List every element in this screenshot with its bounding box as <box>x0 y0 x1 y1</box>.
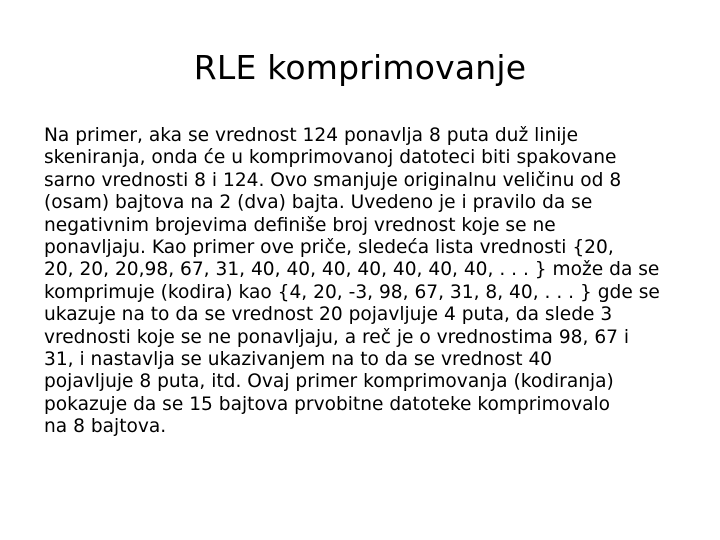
body-line: negativnim brojevima definiše broj vrednost koje se ne <box>44 214 556 236</box>
body-line: 31, i nastavlja se ukazivanjem na to da se vrednost 40 <box>44 349 553 371</box>
body-line: vrednosti koje se ne ponavljaju, a reč je o vrednostima 98, 67 i <box>44 326 630 348</box>
body-line: ukazuje na to da se vrednost 20 pojavljuje 4 puta, da slede 3 <box>44 304 613 326</box>
body-line: skeniranja, onda će u komprimovanoj datoteci biti spakovane <box>44 147 617 169</box>
body-line: ponavljaju. Kao primer ove priče, sledeća lista vrednosti {20, <box>44 237 614 259</box>
body-line: Na primer, aka se vrednost 124 ponavlja 8 puta duž linije <box>44 125 579 146</box>
body-line: na 8 bajtova. <box>44 416 167 438</box>
body-line: sarno vrednosti 8 i 124. Ovo smanjuje originalnu veličinu od 8 <box>44 169 622 191</box>
slide-body-text <box>44 125 684 439</box>
body-line: komprimuje (kodira) kao {4, 20, -3, 98, 67, 31, 8, 40, . . . } gde se <box>44 281 660 303</box>
body-line: pokazuje da se 15 bajtova prvobitne datoteke komprimovalo <box>44 393 611 415</box>
slide-title: RLE komprimovanje <box>193 48 527 87</box>
body-line: pojavljuje 8 puta, itd. Ovaj primer komprimovanja (kodiranja) <box>44 371 614 393</box>
body-line: 20, 20, 20,98, 67, 31, 40, 40, 40, 40, 40, 40, 40, . . . } može da se <box>44 259 660 281</box>
body-line: (osam) bajtova na 2 (dva) bajta. Uvedeno je i pravilo da se <box>44 192 593 214</box>
